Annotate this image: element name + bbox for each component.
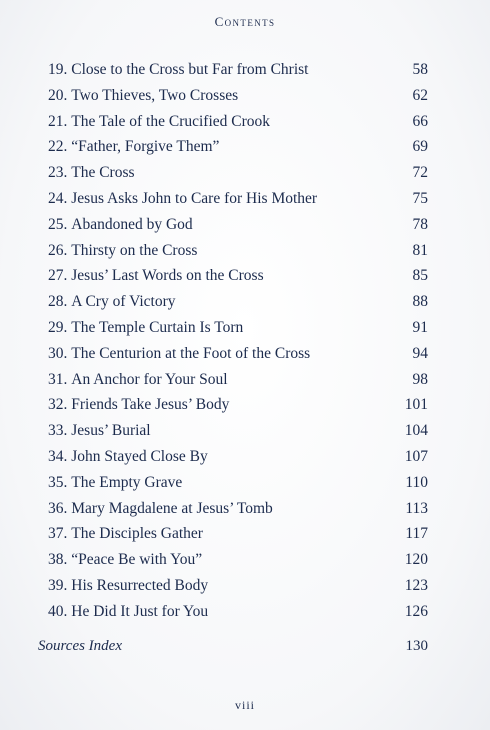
chapter-number: 39. xyxy=(48,576,68,594)
chapter-title: Two Thieves, Two Crosses xyxy=(71,86,239,104)
chapter-title: Friends Take Jesus’ Body xyxy=(71,396,230,414)
page-number: 113 xyxy=(405,499,428,517)
toc-entry[interactable] xyxy=(48,109,428,135)
chapter-title: Jesus Asks John to Care for His Mother xyxy=(71,189,318,207)
toc-entry[interactable] xyxy=(48,289,428,315)
chapter-number: 25. xyxy=(48,215,68,233)
chapter-title: A Cry of Victory xyxy=(71,293,176,311)
chapter-title: John Stayed Close By xyxy=(71,447,208,465)
page-number: 126 xyxy=(404,602,428,620)
chapter-number: 22. xyxy=(48,138,68,156)
chapter-number: 30. xyxy=(48,344,68,362)
page-number: 88 xyxy=(412,293,428,311)
chapter-title: The Cross xyxy=(71,164,135,182)
chapter-number: 36. xyxy=(48,499,68,517)
page-number: 117 xyxy=(405,525,428,543)
chapter-title: Thirsty on the Cross xyxy=(71,241,198,259)
toc-entry[interactable] xyxy=(48,367,428,393)
page-number: 98 xyxy=(412,370,428,388)
chapter-title: “Peace Be with You” xyxy=(71,551,203,569)
chapter-number: 38. xyxy=(48,551,68,569)
page-number: 94 xyxy=(412,344,428,362)
chapter-number: 32. xyxy=(48,396,68,414)
page-number: 81 xyxy=(412,241,428,259)
toc-entry[interactable] xyxy=(48,521,428,547)
sources-index-page: 130 xyxy=(405,638,428,654)
toc-entry[interactable] xyxy=(48,315,428,341)
chapter-title: The Temple Curtain Is Torn xyxy=(71,318,244,336)
chapter-number: 34. xyxy=(48,447,68,465)
chapter-number: 26. xyxy=(48,241,68,259)
page-number: 107 xyxy=(404,447,428,465)
chapter-number: 37. xyxy=(48,525,68,543)
chapter-title: He Did It Just for You xyxy=(71,602,209,620)
chapter-title: Mary Magdalene at Jesus’ Tomb xyxy=(71,499,273,517)
chapter-number: 28. xyxy=(48,293,68,311)
page-number: 91 xyxy=(412,318,428,336)
chapter-number: 33. xyxy=(48,422,68,440)
chapter-number: 20. xyxy=(48,86,68,104)
page-number: 101 xyxy=(404,396,428,414)
chapter-title: An Anchor for Your Soul xyxy=(71,370,228,388)
toc-entry[interactable] xyxy=(48,160,428,186)
page-number: 58 xyxy=(412,61,428,78)
toc-entry[interactable] xyxy=(48,186,428,212)
page-number: 72 xyxy=(412,164,428,182)
toc-entry[interactable] xyxy=(48,470,428,496)
chapter-title: The Empty Grave xyxy=(71,473,183,491)
toc-entry[interactable] xyxy=(48,547,428,573)
toc-entry[interactable] xyxy=(48,263,428,289)
toc-entry[interactable] xyxy=(48,212,428,238)
page-number: 62 xyxy=(412,86,428,104)
toc-entry[interactable] xyxy=(48,392,428,418)
chapter-number: 29. xyxy=(48,318,68,336)
toc-entry[interactable] xyxy=(48,496,428,522)
page-number: 75 xyxy=(412,189,428,207)
chapter-number: 19. xyxy=(48,61,68,78)
chapter-number: 27. xyxy=(48,267,68,285)
table-of-contents xyxy=(48,57,428,625)
chapter-title: Abandoned by God xyxy=(71,215,193,233)
page-number: 104 xyxy=(404,422,428,440)
page-number: 120 xyxy=(404,551,428,569)
toc-entry[interactable] xyxy=(48,341,428,367)
page-number: 66 xyxy=(412,112,428,130)
page-number: 85 xyxy=(412,267,428,285)
page-number: 69 xyxy=(412,138,428,156)
toc-entry[interactable] xyxy=(48,444,428,470)
toc-entry[interactable] xyxy=(48,418,428,444)
chapter-number: 40. xyxy=(48,602,68,620)
sources-index-label: Sources Index xyxy=(38,638,122,654)
page-number: 123 xyxy=(404,576,428,594)
chapter-title: The Centurion at the Foot of the Cross xyxy=(71,344,311,362)
toc-entry[interactable] xyxy=(48,57,428,83)
chapter-number: 31. xyxy=(48,370,68,388)
page-number: 78 xyxy=(412,215,428,233)
chapter-title: His Resurrected Body xyxy=(71,576,209,594)
chapter-title: Close to the Cross but Far from Christ xyxy=(71,61,309,78)
chapter-title: Jesus’ Burial xyxy=(71,422,151,440)
toc-entry[interactable] xyxy=(48,134,428,160)
chapter-number: 21. xyxy=(48,112,68,130)
toc-entry[interactable] xyxy=(48,573,428,599)
chapter-title: The Tale of the Crucified Crook xyxy=(71,112,271,130)
chapter-title: Jesus’ Last Words on the Cross xyxy=(71,267,264,285)
chapter-number: 35. xyxy=(48,473,68,491)
toc-entry[interactable] xyxy=(48,238,428,264)
chapter-title: “Father, Forgive Them” xyxy=(71,138,220,156)
sources-index-entry[interactable] xyxy=(38,638,428,655)
chapter-title: The Disciples Gather xyxy=(71,525,203,543)
chapter-number: 23. xyxy=(48,164,68,182)
toc-entry[interactable] xyxy=(48,83,428,109)
page-number: 110 xyxy=(405,473,428,491)
page-title: Contents xyxy=(214,14,276,29)
toc-entry[interactable] xyxy=(48,599,428,625)
folio-page-number: viii xyxy=(234,698,255,712)
chapter-number: 24. xyxy=(48,189,68,207)
